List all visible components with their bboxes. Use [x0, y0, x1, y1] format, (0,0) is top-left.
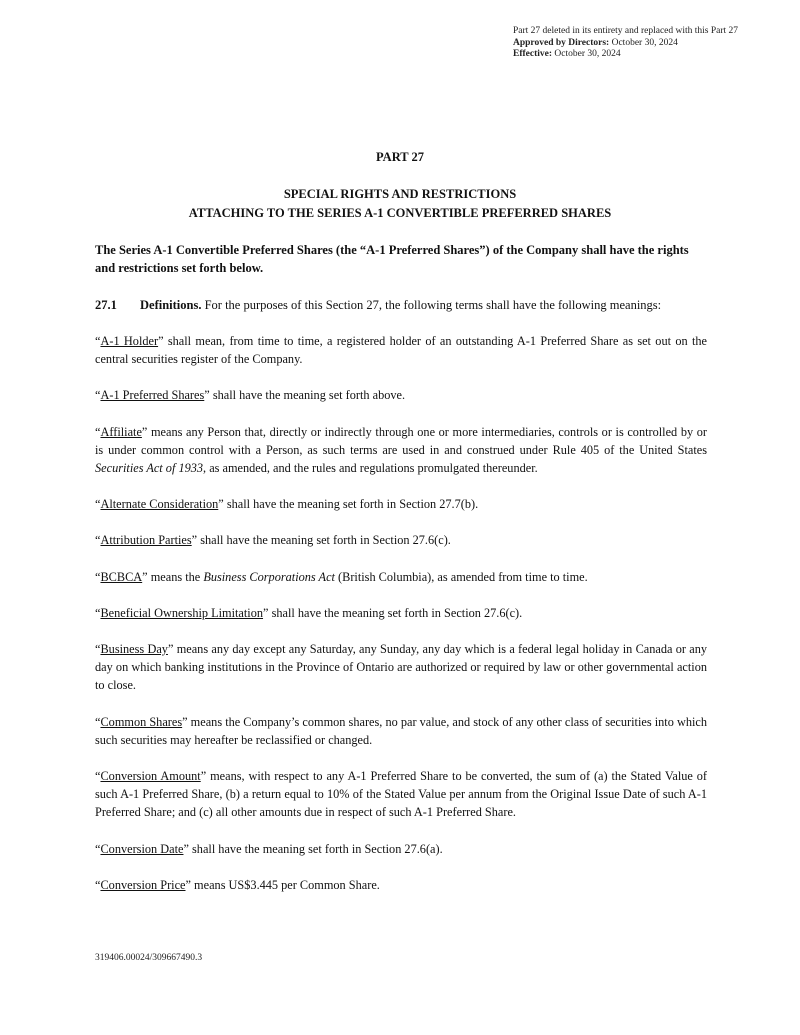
- definition-text-tail: , as amended, and the rules and regulations promulgated thereunder.: [203, 461, 538, 476]
- definition-text: shall have the meaning set forth in Section 27.7(b).: [223, 497, 479, 512]
- definition-item: [95, 332, 707, 368]
- open-quote: “: [95, 533, 101, 548]
- open-quote: “: [95, 605, 101, 620]
- definitions-heading: [95, 296, 715, 314]
- amendment-note: [513, 26, 793, 61]
- open-quote: “: [95, 769, 101, 784]
- definition-item: [95, 568, 707, 586]
- defined-term: Alternate Consideration: [100, 497, 219, 512]
- section-title-line-2: ATTACHING TO THE SERIES A-1 CONVERTIBLE PREFERRED SHARES: [188, 206, 612, 220]
- effective-label: Effective:: [513, 49, 553, 59]
- close-quote: ”: [158, 334, 164, 348]
- part-title: PART 27: [375, 150, 425, 164]
- definition-text: means the: [147, 569, 204, 584]
- section-title: [0, 185, 800, 223]
- effective-line: [513, 49, 793, 61]
- defined-term: Attribution Parties: [100, 533, 192, 548]
- definition-text: means, with respect to any A-1 Preferred Share to be converted, the sum of (a) the Stated Value of such A-1 Preferred Share, (b) a return equal to 10% of the Stated Value per annum from the Original Issue Date of such A-1 Preferred Share; and (c) all other amounts due in respect of such A-1 Preferred Share.: [95, 769, 708, 820]
- close-quote: ”: [200, 769, 207, 784]
- definition-item: [95, 767, 707, 822]
- open-quote: “: [95, 841, 101, 856]
- definition-item: [95, 386, 707, 404]
- defined-term: Common Shares: [100, 714, 183, 729]
- close-quote: ”: [263, 605, 269, 620]
- definition-text: shall mean, from time to time, a registered holder of an outstanding A-1 Preferred Share as set out on the central securities register of the Company.: [95, 334, 707, 367]
- definition-text: means US$3.445 per Common Share.: [190, 877, 380, 892]
- definition-text: means the Company’s common shares, no par value, and stock of any other class of securities into which such securities may hereafter be reclassified or changed.: [95, 714, 707, 747]
- definition-item: [95, 423, 707, 478]
- definition-text: means any Person that, directly or indirectly through one or more intermediaries, controls or is controlled by or is under common control with a Person, as such terms are used in and construed under Rule 405 of the United States: [95, 424, 707, 457]
- definition-text: shall have the meaning set forth in Section 27.6(a).: [188, 841, 443, 856]
- open-quote: “: [95, 424, 101, 439]
- defined-term: BCBCA: [100, 569, 143, 584]
- close-quote: ”: [204, 388, 210, 403]
- italic-reference: Securities Act of 1933: [95, 461, 204, 476]
- close-quote: ”: [191, 533, 198, 548]
- definitions-intro-text: For the purposes of this Section 27, the following terms shall have the following meanings:: [201, 298, 662, 312]
- approved-label: Approved by Directors:: [513, 37, 610, 48]
- open-quote: “: [95, 714, 101, 729]
- approved-line: [513, 38, 793, 50]
- open-quote: “: [95, 388, 101, 403]
- close-quote: ”: [185, 877, 191, 892]
- definition-text: means any day except any Saturday, any Sunday, any day which is a federal legal holiday in Canada or any day on which banking institutions in the Province of Ontario are authorized or required by law or other governmental action to close.: [95, 642, 707, 693]
- intro-paragraph: The Series A-1 Convertible Preferred Shares (the “A-1 Preferred Shares”) of the Company shall have the rights and restrictions set forth below.: [95, 243, 689, 275]
- definition-item: [95, 495, 707, 513]
- definition-item: [95, 840, 707, 858]
- defined-term: Business Day: [100, 642, 168, 657]
- definition-text: shall have the meaning set forth in Section 27.6(c).: [197, 533, 451, 548]
- definitions-label: Definitions.: [140, 298, 202, 312]
- open-quote: “: [95, 877, 101, 892]
- section-title-line-1: SPECIAL RIGHTS AND RESTRICTIONS: [283, 187, 517, 201]
- close-quote: ”: [183, 841, 189, 856]
- definition-item: [95, 531, 707, 549]
- document-code: 319406.00024/309667490.3: [95, 953, 203, 963]
- approved-value: October 30, 2024: [609, 37, 678, 48]
- italic-reference: Business Corporations Act: [203, 569, 335, 584]
- definition-text: shall have the meaning set forth above.: [209, 388, 406, 403]
- definition-item: [95, 640, 707, 695]
- definition-item: [95, 713, 707, 749]
- defined-term: Conversion Price: [100, 877, 186, 892]
- definition-item: [95, 876, 707, 894]
- section-number: 27.1: [95, 298, 117, 312]
- open-quote: “: [95, 569, 101, 584]
- open-quote: “: [95, 497, 101, 512]
- defined-term: A-1 Holder: [100, 334, 159, 348]
- defined-term: Beneficial Ownership Limitation: [100, 605, 264, 620]
- open-quote: “: [95, 642, 101, 657]
- close-quote: ”: [142, 569, 148, 584]
- close-quote: ”: [141, 424, 148, 439]
- close-quote: ”: [182, 714, 188, 729]
- definitions-list: [95, 332, 707, 894]
- close-quote: ”: [218, 497, 224, 512]
- defined-term: A-1 Preferred Shares: [100, 388, 205, 403]
- definition-text: shall have the meaning set forth in Section 27.6(c).: [268, 605, 523, 620]
- amendment-note-line: Part 27 deleted in its entirety and replaced with this Part 27: [513, 26, 739, 36]
- defined-term: Conversion Amount: [100, 769, 201, 784]
- effective-value: October 30, 2024: [552, 49, 621, 59]
- defined-term: Affiliate: [100, 424, 142, 439]
- defined-term: Conversion Date: [100, 841, 184, 856]
- open-quote: “: [95, 334, 101, 348]
- definition-item: [95, 604, 707, 622]
- close-quote: ”: [167, 642, 174, 657]
- definition-text-tail: (British Columbia), as amended from time to time.: [334, 569, 588, 584]
